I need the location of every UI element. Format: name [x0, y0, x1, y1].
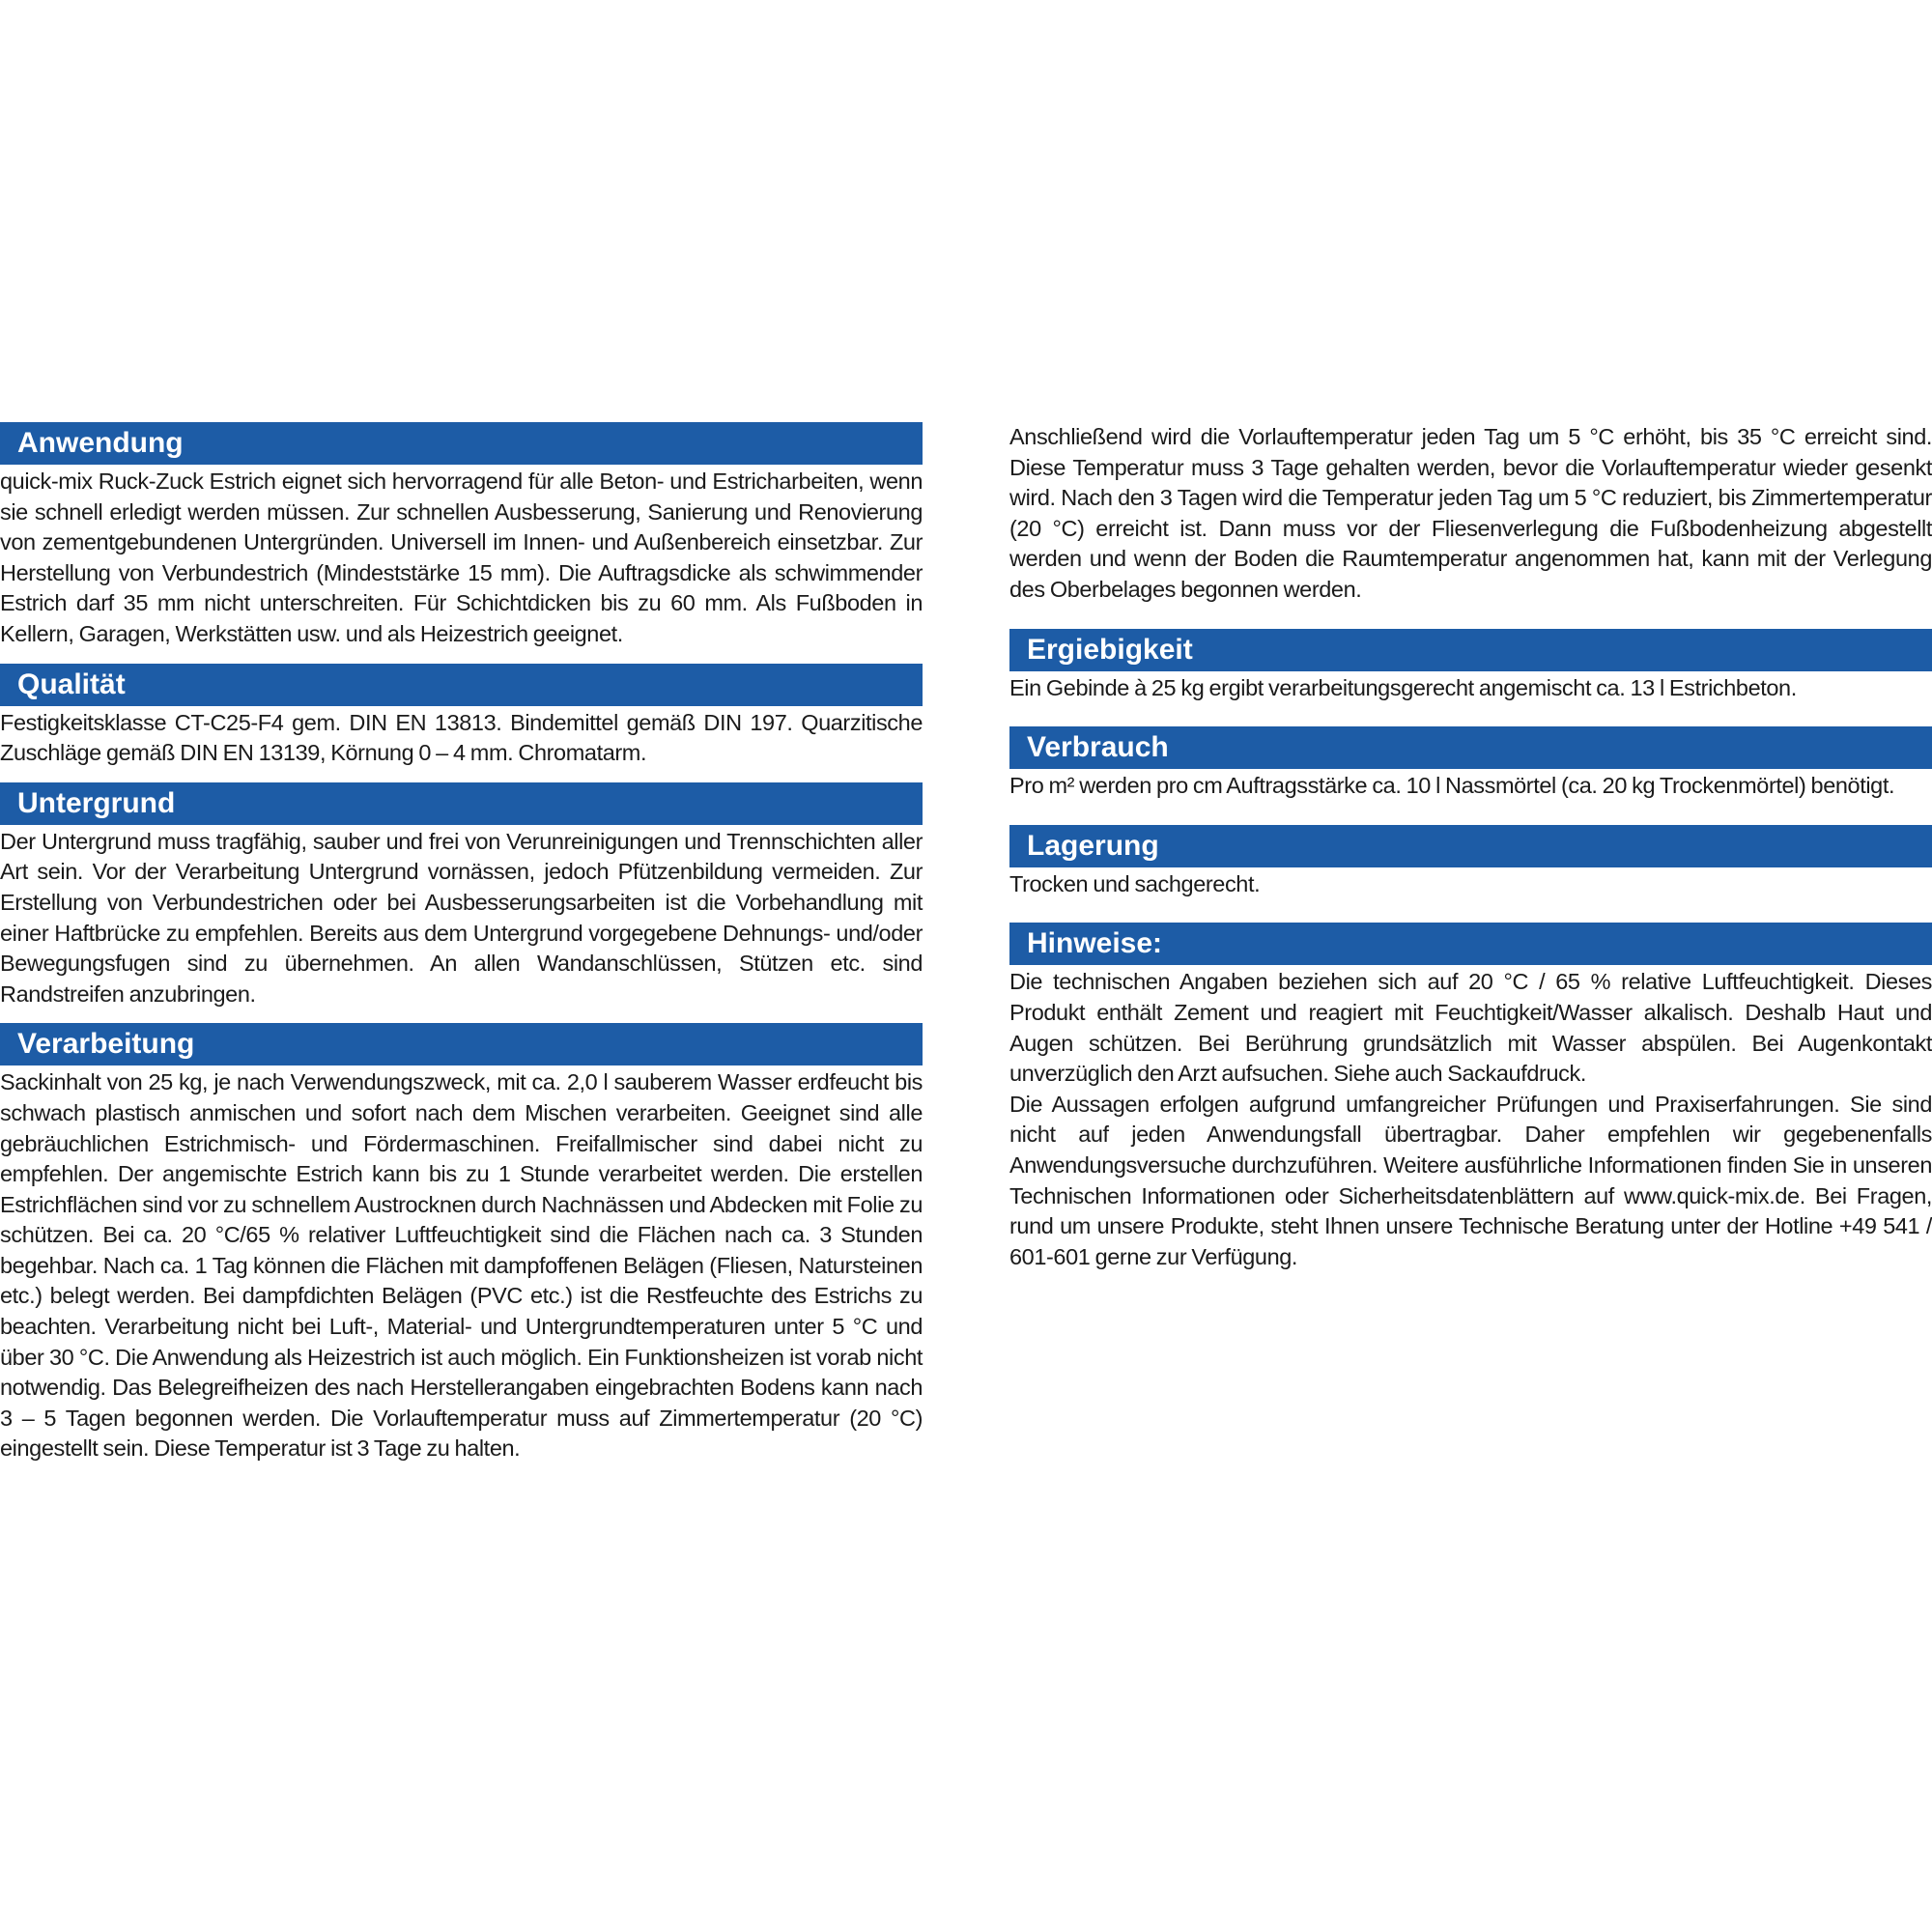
- section-verarbeitung: [0, 1023, 923, 1464]
- section-text: Festigkeitsklasse CT-C25-F4 gem. DIN EN 13813. Bindemittel gemäß DIN 197. Quarzitische Zuschläge gemäß DIN EN 13139, Körnung 0 – 4 mm. Chromatarm.: [0, 709, 923, 766]
- right-column: [1009, 422, 1932, 1272]
- section-ergiebigkeit: [1009, 629, 1932, 704]
- section-text: Pro m² werden pro cm Auftragsstärke ca. 10 l Nassmörtel (ca. 20 kg Trockenmörtel) benötigt.: [1009, 773, 1895, 799]
- section-text: Trocken und sachgerecht.: [1009, 870, 1261, 896]
- section-text: Anschließend wird die Vorlauftemperatur jeden Tag um 5 °C erhöht, bis 35 °C erreicht sind. Diese Temperatur muss 3 Tage gehalten werden, bevor die Vorlauftemperatur wieder gesenkt wird. Nach den 3 Tagen wird die Temperatur jeden Tag um 5 °C reduziert, bis Zimmertemperatur (20 °C) erreicht ist. Dann muss vor der Fliesenverlegung die Fußbodenheizung abgestellt werden und wenn der Boden die Raumtemperatur angenommen hat, kann mit der Verlegung des Oberbelages begonnen werden.: [1009, 424, 1932, 602]
- section-heading: Verbrauch: [1009, 726, 1932, 769]
- section-verarbeitung-continued: [1009, 422, 1932, 606]
- section-text: Der Untergrund muss tragfähig, sauber und frei von Verunreinigungen und Trennschichten aller Art sein. Vor der Verarbeitung Untergrund vornässen, jedoch Pfützenbildung vermeiden. Zur Erstellung von Verbundestrichen oder bei Ausbesserungsarbeiten ist die Vorbehandlung mit einer Haftbrücke zu empfehlen. Bereits aus dem Untergrund vorgegebene Dehnungs- und/oder Bewegungsfugen sind zu übernehmen. An allen Wandanschlüssen, Stützen etc. sind Randstreifen anzubringen.: [0, 828, 923, 1007]
- section-verbrauch: [1009, 726, 1932, 802]
- section-heading: Untergrund: [0, 782, 923, 825]
- section-heading: Qualität: [0, 664, 923, 706]
- section-heading: Lagerung: [1009, 825, 1932, 867]
- section-text: Sackinhalt von 25 kg, je nach Verwendungszweck, mit ca. 2,0 l sauberem Wasser erdfeucht bis schwach plastisch anmischen und sofort nach dem Mischen verarbeiten. Geeignet sind alle gebräuchlichen Estrichmisch- und Fördermaschinen. Freifallmischer sind dabei nicht zu empfehlen. Der angemischte Estrich kann bis zu 1 Stunde verarbeitet werden. Die erstellen Estrichflächen sind vor zu schnellem Austrocknen durch Nachnässen und Abdecken mit Folie zu schützen. Bei ca. 20 °C/65 % relativer Luftfeuchtigkeit sind die Flächen nach ca. 3 Stunden begehbar. Nach ca. 1 Tag können die Flächen mit dampfoffenen Belägen (Fliesen, Natursteinen etc.) belegt werden. Bei dampfdichten Belägen (PVC etc.) ist die Restfeuchte des Estrichs zu beachten. Verarbeitung nicht bei Luft-, Material- und Untergrundtemperaturen unter 5 °C und über 30 °C. Die Anwendung als Heizestrich ist auch möglich. Ein Funktionsheizen ist vorab nicht notwendig. Das Belegreifheizen des nach Herstellerangaben eingebrachten Bodens kann nach 3 – 5 Tagen begonnen werden. Die Vorlauftemperatur muss auf Zimmertemperatur (20 °C) eingestellt sein. Diese Temperatur ist 3 Tage zu halten.: [0, 1069, 923, 1462]
- left-column: [0, 422, 923, 1464]
- section-hinweise: [1009, 923, 1932, 1272]
- section-qualitaet: [0, 664, 923, 769]
- section-anwendung: [0, 422, 923, 650]
- section-text: Ein Gebinde à 25 kg ergibt verarbeitungsgerecht angemischt ca. 13 l Estrichbeton.: [1009, 674, 1797, 700]
- section-text: [1009, 967, 1932, 1272]
- section-heading: Verarbeitung: [0, 1023, 923, 1065]
- section-untergrund: [0, 782, 923, 1010]
- section-lagerung: [1009, 825, 1932, 900]
- section-heading: Anwendung: [0, 422, 923, 465]
- section-heading: Ergiebigkeit: [1009, 629, 1932, 671]
- hinweise-paragraph-2: Die Aussagen erfolgen aufgrund umfangreicher Prüfungen und Praxiserfahrungen. Sie sind nicht auf jeden Anwendungsfall übertragbar. Daher empfehlen wir gegebenenfalls Anwendungsversuche durchzuführen. Weitere ausführliche Informationen finden Sie in unseren Technischen Informationen oder Sicherheitsdatenblättern auf www.quick-mix.de. Bei Fragen, rund um unsere Produkte, steht Ihnen unsere Technische Beratung unter der Hotline +49 541 / 601-601 gerne zur Verfügung.: [1009, 1091, 1932, 1269]
- hinweise-paragraph-1: Die technischen Angaben beziehen sich auf 20 °C / 65 % relative Luftfeuchtigkeit. Dieses Produkt enthält Zement und reagiert mit Feuchtigkeit/Wasser alkalisch. Deshalb Haut und Augen schützen. Bei Berührung grundsätzlich mit Wasser abspülen. Bei Augenkontakt unverzüglich den Arzt aufsuchen. Siehe auch Sackaufdruck.: [1009, 969, 1932, 1087]
- section-heading: Hinweise:: [1009, 923, 1932, 965]
- section-text: quick-mix Ruck-Zuck Estrich eignet sich hervorragend für alle Beton- und Estricharbeiten, wenn sie schnell erledigt werden müssen. Zur schnellen Ausbesserung, Sanierung und Renovierung von zementgebundenen Untergründen. Universell im Innen- und Außenbereich einsetzbar. Zur Herstellung von Verbundestrich (Mindeststärke 15 mm). Die Auftragsdicke als schwimmender Estrich darf 35 mm nicht unterschreiten. Für Schichtdicken bis zu 60 mm. Als Fußboden in Kellern, Garagen, Werkstätten usw. und als Heizestrich geeignet.: [0, 469, 923, 646]
